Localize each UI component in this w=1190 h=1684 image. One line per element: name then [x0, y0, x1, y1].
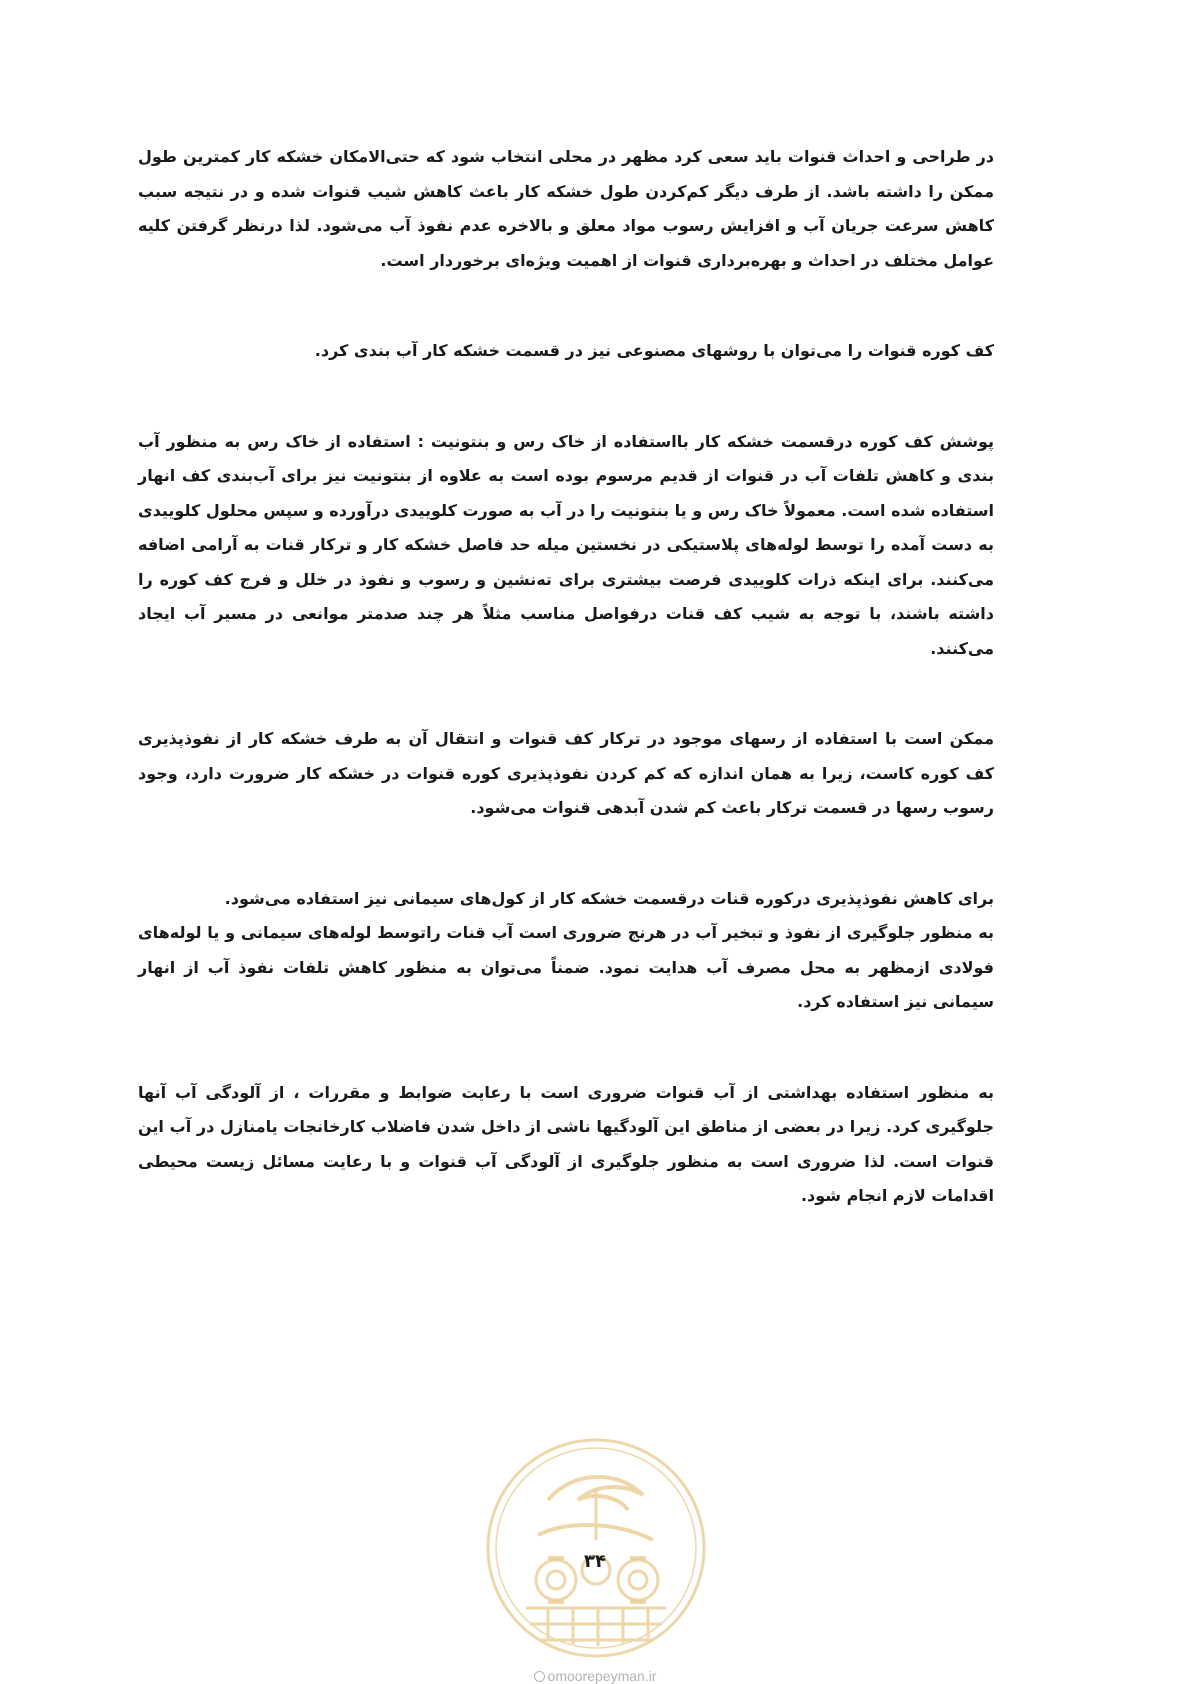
gear-seal-logo-icon: [478, 1430, 714, 1666]
footer-site-url: omoorepeyman.ir: [547, 1668, 657, 1684]
paragraph-clay-transfer: ممکن است با استفاده از رسهای موجود در ترکار کف قنوات و انتقال آن به طرف خشکه کار از نفوذپذیری کف کوره کاست، زیرا به همان اندازه که کم کردن نفوذپذیری کوره قنوات در خشکه کار ضرورت دارد، وجود رسوب رسها در قسمت ترکار باعث کم شدن آبدهی قنوات می‌شود.: [138, 729, 994, 817]
page-number: ۳۴: [584, 1551, 606, 1572]
paragraph-cement-rings: برای کاهش نفوذپذیری درکوره قنات درقسمت خشکه کار از کول‌های سیمانی نیز استفاده می‌شود.: [224, 888, 994, 908]
paragraph-clay-bentonite-lining: پوشش کف کوره درقسمت خشکه کار بااستفاده از خاک رس و بنتونیت : استفاده از خاک رس به منظور آب بندی و کاهش تلفات آب در قنوات از قدیم مرسوم بوده است به علاوه از بنتونیت نیز برای آب‌بندی کف انهار استفاده شده است. معمولاً خاک رس و یا بنتونیت را در آب به صورت کلوییدی درآورده و سپس محلول کلوییدی به دست آمده را توسط لوله‌های پلاستیکی در نخستین میله حد فاصل خشکه کار و ترکار قنات به آرامی اضافه می‌کنند. برای اینکه ذرات کلوییدی فرصت بیشتری برای ته‌نشین و رسوب و نفوذ در خلل و فرج کف کوره را داشته باشند، با توجه به شیب کف قنات درفواصل مناسب مثلاً هر چند صدمتر موانعی در مسیر آب ایجاد می‌کنند.: [137, 431, 994, 658]
paragraph-pipes: به منظور جلوگیری از نفوذ و تبخیر آب در هرنج ضروری است آب قنات راتوسط لوله‌های سیمانی و یا لوله‌های فولادی ازمظهر به محل مصرف آب هدایت نمود. ضمناً می‌توان به منظور کاهش تلفات نفوذ آب از انهار سیمانی نیز استفاده کرد.: [138, 923, 994, 1011]
document-body: [138, 140, 994, 1214]
footer-site: [0, 1668, 1190, 1684]
globe-icon: [534, 1671, 545, 1682]
paragraph-qanat-design: در طراحی و احداث قنوات باید سعی کرد مظهر در محلی انتخاب شود که حتی‌الامکان خشکه کار کمترین طول ممکن را داشته باشد. از طرف دیگر کم‌کردن طول خشکه کار باعث کاهش شیب قنوات شده و در نتیجه سبب کاهش سرعت جریان آب و افزایش رسوب مواد معلق و بالاخره عدم نفوذ آب می‌شود. لذا درنظر گرفتن کلیه عوامل مختلف در احداث و بهره‌برداری قنوات از اهمیت ویژه‌ای برخوردار است.: [138, 147, 994, 270]
paragraph-artificial-sealing: کف کوره قنوات را می‌توان با روشهای مصنوعی نیز در قسمت خشکه کار آب بندی کرد.: [314, 341, 994, 360]
paragraph-sanitation: به منظور استفاده بهداشتی از آب قنوات ضروری است با رعایت ضوابط و مقررات ، از آلودگی آب آنها جلوگیری کرد. زیرا در بعضی از مناطق این آلودگیها ناشی از داخل شدن فاضلاب کارخانجات یامنازل در آب این قنوات است. لذا ضروری است به منظور جلوگیری از آلودگی آب قنوات و با رعایت مسائل زیست محیطی اقدامات لازم انجام شود.: [138, 1082, 994, 1205]
